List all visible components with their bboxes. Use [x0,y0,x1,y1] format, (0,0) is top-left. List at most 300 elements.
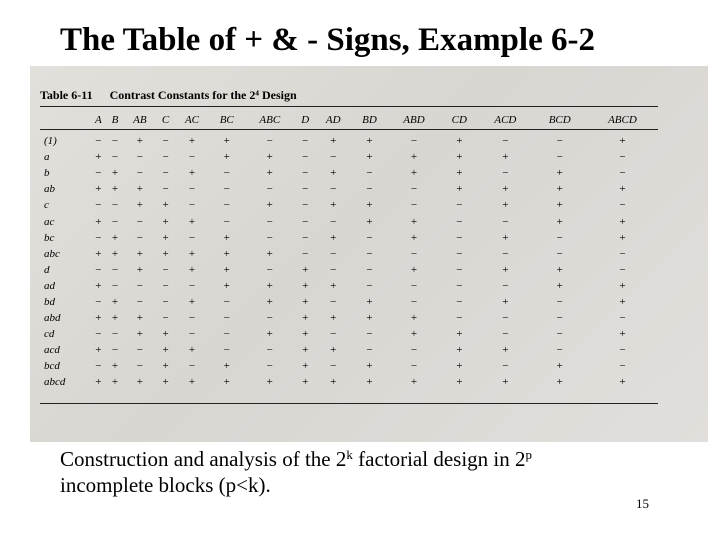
sign-cell: + [366,151,373,164]
sign-cell: − [410,360,418,373]
sign-cell: + [502,263,509,276]
sign-cell: − [162,135,169,148]
sign-cell: − [111,263,119,276]
sign-cell: + [162,215,169,228]
sign-cell: + [619,279,626,292]
sign-cell: + [302,263,309,276]
sign-cell: + [266,151,273,164]
sign-cell: − [266,215,273,228]
sign-cell: − [410,295,418,308]
sign-cell: − [223,199,230,212]
sign-cell: − [111,344,119,357]
sign-cell: + [619,215,626,228]
sign-cell: + [366,376,373,389]
slide-title: The Table of + & - Signs, Example 6-2 [60,22,595,58]
sign-cell: − [111,279,119,292]
sign-cell: + [223,151,230,164]
sign-cell: + [330,231,337,244]
bottom-rule [40,403,658,404]
sign-cell: − [410,279,418,292]
sign-cell: + [223,247,230,260]
sign-cell: + [111,295,119,308]
sign-cell: + [366,135,373,148]
contrast-table [40,110,658,391]
sign-cell: + [456,167,463,180]
sign-cell: + [619,135,626,148]
sign-cell: − [188,279,196,292]
treatment-label: bd [44,295,55,308]
table-row [40,262,658,278]
sign-cell: + [366,312,373,325]
sign-cell: + [136,376,143,389]
sign-cell: + [95,183,102,196]
column-header: B [111,114,119,126]
sign-cell: − [95,328,102,341]
sign-cell: − [366,247,373,260]
treatment-label: bcd [44,360,60,373]
treatment-label: bc [44,231,55,244]
table-row [40,358,658,374]
sign-cell: + [302,376,309,389]
sign-cell: − [188,151,196,164]
table-number: Table 6-11 [40,88,93,102]
sign-cell: − [188,360,196,373]
treatment-label: ab [44,183,55,196]
table-body [40,130,658,391]
column-header: D [301,114,310,126]
sign-cell: − [162,312,169,325]
sign-cell: − [188,183,196,196]
sign-cell: + [111,312,119,325]
sign-cell: − [556,344,563,357]
treatment-label: b [44,167,50,180]
slide-number: 15 [636,496,649,511]
column-header: BCD [548,114,571,126]
caption-sup-p: p [525,447,532,462]
sign-cell: + [330,167,337,180]
sign-cell: + [162,344,169,357]
sign-cell: − [556,328,563,341]
sign-cell: + [302,279,309,292]
sign-cell: − [162,279,169,292]
sign-cell: + [410,263,418,276]
sign-cell: − [136,231,143,244]
caption-part3: incomplete blocks (p<k). [60,473,271,497]
sign-cell: − [619,167,626,180]
sign-cell: + [223,231,230,244]
sign-cell: − [111,215,119,228]
sign-cell: − [619,263,626,276]
sign-cell: + [162,247,169,260]
sign-cell: + [410,167,418,180]
sign-cell: − [330,360,337,373]
column-header: AD [325,114,341,126]
sign-cell: − [95,263,102,276]
sign-cell: − [111,199,119,212]
sign-cell: + [223,279,230,292]
sign-cell: − [162,151,169,164]
sign-cell: + [330,279,337,292]
sign-cell: + [619,295,626,308]
caption-sup-k: k [346,447,353,462]
table-caption [40,88,660,103]
sign-cell: − [136,167,143,180]
sign-cell: − [302,231,309,244]
sign-cell: + [95,279,102,292]
sign-cell: − [188,231,196,244]
sign-cell: − [556,312,563,325]
sign-cell: − [502,247,509,260]
sign-cell: + [502,295,509,308]
sign-cell: + [456,376,463,389]
column-header: ABC [259,114,281,126]
sign-cell: + [366,215,373,228]
sign-cell: − [410,135,418,148]
sign-cell: + [95,247,102,260]
sign-cell: + [302,344,309,357]
sign-cell: − [619,247,626,260]
sign-cell: − [111,151,119,164]
column-header: AB [133,114,147,126]
header-row [40,110,658,130]
sign-cell: + [162,376,169,389]
table-row [40,130,658,149]
column-header: AC [184,114,200,126]
sign-cell: − [330,263,337,276]
sign-cell: − [266,344,273,357]
sign-cell: − [95,231,102,244]
sign-cell: + [136,263,143,276]
sign-cell: − [366,328,373,341]
sign-cell: − [136,151,143,164]
sign-cell: + [330,312,337,325]
sign-cell: + [456,360,463,373]
sign-cell: − [456,199,463,212]
slide-caption [60,446,660,498]
sign-cell: + [366,360,373,373]
sign-cell: − [95,295,102,308]
sign-cell: + [95,376,102,389]
sign-cell: + [136,135,143,148]
column-header: ABCD [608,114,637,126]
sign-cell: − [556,247,563,260]
sign-cell: − [456,295,463,308]
treatment-label: ac [44,215,55,228]
sign-cell: − [502,312,509,325]
sign-cell: − [502,215,509,228]
sign-cell: − [266,312,273,325]
sign-cell: + [556,183,563,196]
sign-cell: + [162,360,169,373]
treatment-label: abcd [44,376,66,389]
table-row [40,374,658,390]
sign-cell: − [619,360,626,373]
sign-cell: + [188,376,196,389]
sign-cell: − [456,247,463,260]
table-row [40,165,658,181]
sign-cell: − [302,167,309,180]
sign-cell: − [556,231,563,244]
sign-cell: − [266,135,273,148]
sign-cell: − [556,151,563,164]
sign-cell: + [502,376,509,389]
sign-cell: + [619,231,626,244]
table-title: Contrast Constants for the 2⁴ Design [109,88,297,102]
sign-cell: + [556,360,563,373]
top-rule [40,106,658,107]
sign-cell: + [456,151,463,164]
sign-cell: − [188,328,196,341]
sign-cell: − [502,328,509,341]
sign-cell: − [456,215,463,228]
sign-cell: − [162,183,169,196]
column-header: BC [219,114,234,126]
sign-cell: − [330,151,337,164]
sign-cell: + [95,215,102,228]
sign-cell: + [556,215,563,228]
sign-cell: + [162,231,169,244]
column-header: A [94,114,102,126]
sign-cell: + [188,247,196,260]
sign-cell: + [556,167,563,180]
sign-cell: − [95,167,102,180]
sign-cell: + [556,279,563,292]
sign-cell: + [410,328,418,341]
sign-cell: − [410,247,418,260]
sign-cell: + [136,312,143,325]
sign-cell: + [162,328,169,341]
table-row [40,230,658,246]
sign-cell: − [619,151,626,164]
sign-cell: + [556,376,563,389]
sign-cell: + [111,247,119,260]
sign-cell: − [366,344,373,357]
sign-cell: + [502,231,509,244]
sign-cell: − [502,279,509,292]
sign-cell: + [188,263,196,276]
sign-cell: + [266,199,273,212]
sign-cell: − [162,295,169,308]
sign-cell: − [410,344,418,357]
sign-cell: − [302,183,309,196]
column-header: ABD [403,114,425,126]
treatment-label: ad [44,279,55,292]
treatment-label: abd [44,312,61,325]
sign-cell: − [330,295,337,308]
sign-cell: + [302,312,309,325]
sign-cell: + [266,167,273,180]
sign-cell: + [556,263,563,276]
sign-cell: + [111,183,119,196]
sign-cell: − [136,344,143,357]
treatment-label: acd [44,344,60,357]
sign-cell: − [302,135,309,148]
sign-cell: − [456,279,463,292]
sign-cell: + [410,312,418,325]
table-row [40,149,658,165]
sign-cell: − [188,312,196,325]
sign-cell: − [223,167,230,180]
treatment-label: d [44,263,50,276]
sign-cell: − [95,135,102,148]
sign-cell: + [410,231,418,244]
sign-cell: + [136,247,143,260]
sign-cell: + [136,199,143,212]
sign-cell: + [456,328,463,341]
sign-cell: + [302,360,309,373]
caption-part2: factorial design in 2 [352,447,526,471]
sign-cell: − [330,328,337,341]
sign-cell: − [223,183,230,196]
table-row [40,326,658,342]
treatment-label: abc [44,247,60,260]
column-header: BD [362,114,377,126]
sign-cell: − [111,328,119,341]
sign-cell: − [223,312,230,325]
sign-cell: + [95,312,102,325]
sign-cell: − [302,215,309,228]
sign-cell: − [162,167,169,180]
table-row [40,342,658,358]
sign-cell: + [502,199,509,212]
sign-cell: + [136,183,143,196]
sign-cell: − [136,295,143,308]
sign-cell: + [619,376,626,389]
table-row [40,278,658,294]
table-row [40,181,658,197]
sign-cell: − [95,199,102,212]
sign-cell: + [111,231,119,244]
treatment-label: cd [44,328,55,341]
sign-cell: + [330,135,337,148]
sign-cell: − [366,183,373,196]
sign-cell: + [266,328,273,341]
sign-cell: + [330,376,337,389]
sign-cell: − [619,344,626,357]
sign-cell: + [619,183,626,196]
table-row [40,246,658,262]
sign-cell: − [366,263,373,276]
sign-cell: + [188,295,196,308]
sign-cell: − [502,360,509,373]
sign-cell: − [162,263,169,276]
sign-cell: − [366,231,373,244]
sign-cell: + [456,344,463,357]
sign-cell: + [502,151,509,164]
sign-cell: − [330,183,337,196]
sign-cell: + [366,295,373,308]
sign-cell: + [366,199,373,212]
sign-cell: + [188,344,196,357]
sign-cell: − [366,279,373,292]
sign-cell: + [266,376,273,389]
sign-cell: + [456,135,463,148]
sign-cell: − [619,312,626,325]
table-row [40,294,658,310]
sign-cell: − [330,215,337,228]
column-header: C [161,114,170,126]
column-header: ACD [494,114,517,126]
table-row [40,213,658,229]
sign-cell: − [223,295,230,308]
sign-cell: + [556,199,563,212]
sign-cell: + [188,215,196,228]
sign-cell: − [302,151,309,164]
sign-cell: − [111,135,119,148]
sign-cell: + [188,135,196,148]
sign-cell: + [266,295,273,308]
sign-cell: + [302,328,309,341]
caption-part1: Construction and analysis of the 2 [60,447,347,471]
sign-cell: − [502,135,509,148]
sign-cell: + [410,376,418,389]
sign-cell: + [162,199,169,212]
sign-cell: − [266,183,273,196]
sign-cell: − [188,199,196,212]
sign-cell: − [223,328,230,341]
sign-cell: + [502,344,509,357]
sign-cell: + [95,344,102,357]
table-row [40,310,658,326]
sign-cell: + [188,167,196,180]
sign-cell: + [410,215,418,228]
sign-cell: − [456,263,463,276]
sign-cell: − [366,167,373,180]
sign-cell: + [619,328,626,341]
sign-cell: − [266,360,273,373]
sign-cell: + [111,376,119,389]
sign-cell: − [136,215,143,228]
sign-cell: + [330,344,337,357]
sign-cell: − [410,199,418,212]
sign-cell: + [502,183,509,196]
sign-cell: + [95,151,102,164]
sign-cell: − [556,295,563,308]
sign-cell: − [136,279,143,292]
sign-cell: + [266,247,273,260]
sign-cell: − [223,344,230,357]
treatment-label: a [44,151,50,164]
sign-cell: + [111,360,119,373]
sign-cell: − [266,231,273,244]
sign-cell: + [266,279,273,292]
sign-cell: − [619,199,626,212]
sign-cell: − [95,360,102,373]
sign-cell: + [302,295,309,308]
column-header: CD [451,114,467,126]
sign-cell: + [136,328,143,341]
sign-cell: + [111,167,119,180]
sign-cell: − [266,263,273,276]
sign-cell: − [556,135,563,148]
treatment-label: (1) [44,135,57,148]
sign-cell: + [223,263,230,276]
treatment-column-header [40,110,90,130]
sign-cell: + [223,135,230,148]
table-row [40,197,658,213]
sign-cell: + [223,360,230,373]
sign-cell: − [302,199,309,212]
sign-cell: − [136,360,143,373]
sign-cell: + [410,151,418,164]
sign-cell: + [330,199,337,212]
sign-cell: − [410,183,418,196]
sign-cell: − [502,167,509,180]
treatment-label: c [44,199,49,212]
sign-cell: − [330,247,337,260]
sign-cell: − [302,247,309,260]
sign-cell: + [456,183,463,196]
